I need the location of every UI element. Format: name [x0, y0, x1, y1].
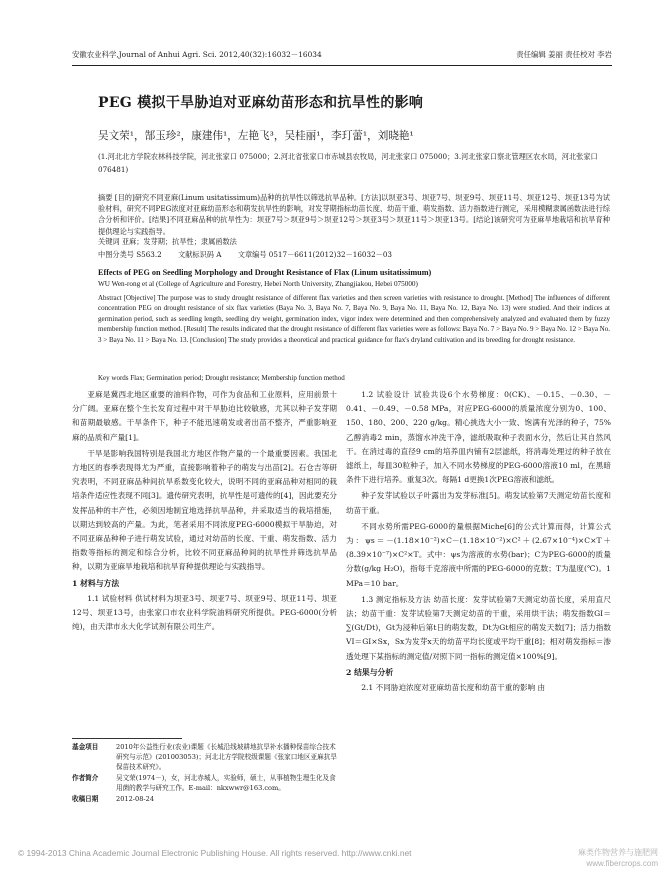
footnote-text: 2010年公益性行业(农业)课题《长城沿线坡耕地抗旱补水播种保苗综合技术研究与示范》(201003053)；河北北方学院校级课题《张家口地区亚麻抗旱保苗技术研究》。 — [116, 743, 337, 771]
section-heading: 2 结果与分析 — [346, 667, 394, 677]
copyright-line: © 1994-2013 China Academic Journal Electronic Publishing House. All rights reserved. http://www.cnki.net — [18, 848, 412, 858]
footnote-row — [72, 794, 337, 804]
doc-code: 文献标识码 A — [178, 250, 222, 259]
header-rule — [72, 65, 612, 66]
running-head — [72, 46, 612, 64]
article-number: 文章编号 0517－6611(2012)32－16032－03 — [237, 250, 392, 259]
footnote-row — [72, 773, 337, 793]
affiliation-cn: (1.河北北方学院农林科技学院，河北张家口 075000；2.河北省张家口市赤城县农牧局，河北张家口 075000；3.河北张家口察北管理区农水局，河北张家口 076481) — [98, 152, 598, 174]
journal-citation: 安徽农业科学,Journal of Anhui Agri. Sci. 2012,40(32):16032－16034 — [72, 50, 322, 59]
keywords-en: Key words Flax; Germination period; Drought resistance; Membership function method — [98, 374, 345, 382]
body-paragraph: 1.3 测定指标及方法 幼苗长度：发芽试验第7天测定幼苗长度，采用直尺法；幼苗干重：发芽试验第7天测定幼苗的干重，采用烘干法；萌发指数GI＝∑(Gt/Dt)，Gt为浸种后第t日的萌发数，Dt为Gt相应的萌发天数[7]；活力指数VI＝GI×Sx，Sx为发芽x天的幼苗平均长度或平均干重[8]；相对萌发指标＝渗透处理下某指标的测定值/对照下同一指标的测定值×100%[9]。 — [346, 594, 611, 661]
footnotes — [72, 742, 337, 805]
body-paragraph: 亚麻是冀西北地区重要的油料作物，可作为食品和工业原料，应用前景十分广阔。亚麻在整个生长发育过程中对干旱胁迫比较敏感，尤其以种子发芽期和苗期最敏感。干旱条件下，种子不能迅速萌发或者出苗不整齐，严重影响亚麻的品质和产量[1]。 — [72, 390, 337, 442]
body-column-right — [346, 388, 611, 697]
footnote-text: 2012-08-24 — [116, 795, 155, 803]
footnote-label: 基金项目 — [72, 743, 99, 751]
body-paragraph: 不同水势所需PEG-6000的量根据Miche[6]的公式计算而得，计算公式为：ψs＝－(1.18×10⁻²)×C－(1.18×10⁻²)×C²＋(2.67×10⁻⁴)×C×T＋(8.39×10⁻⁷)×C²×T。式中：ψs为溶液的水势(bar)；C为PEG-6000的质量分数(g/kg H₂O)，指每千克溶液中所需的PEG-6000的克数；T为温度(℃)。1 MPa＝10 bar。 — [346, 521, 611, 588]
footnote-rule — [72, 738, 182, 739]
abstract-cn: 摘要 [目的]研究不同亚麻(Linum usitatissimum)品种的抗旱性以筛选抗旱品种。[方法]以坝亚3号、坝亚7号、坝亚9号、坝亚11号、坝亚12号、坝亚13号为试验材料，研究不同PEG浓度对亚麻幼苗形态和萌发抗旱性的影响，对发芽期指标幼苗长度、幼苗干重、萌发指数、活力指数进行测定，采用模糊隶属函数法进行综合分析和评价。[结果]不同亚麻品种的抗旱性为：坝亚7号＞坝亚9号＞坝亚12号＞坝亚3号＞坝亚11号＞坝亚13号。[结论]该研究可为亚麻旱地栽培和抗旱育种提供理论与实践指导。 — [98, 193, 610, 236]
classification-cn — [98, 249, 610, 260]
footnote-label: 作者简介 — [72, 774, 99, 782]
body-column-left — [72, 388, 337, 636]
author-en: WU Wen-rong et al (College of Agriculture and Forestry, Hebei North University, Zhangjiakou, Hebei 075000) — [98, 280, 418, 288]
title-en: Effects of PEG on Seedling Morphology and Drought Resistance of Flax (Linum usitatissimum) — [98, 268, 432, 277]
clc-number: 中图分类号 S563.2 — [98, 250, 162, 259]
body-paragraph: 1.2 试验设计 试验共设6个水势梯度：0(CK)、－0.15、－0.30、－0.41、－0.49、－0.58 MPa，对应PEG-6000的质量浓度分别为0、100、150、180、200、220 g/kg。精心挑选大小一致、饱满有光泽的种子，75%乙醇消毒2 min，蒸馏水冲洗干净，滤纸吸取种子表面水分，然后让其自然风干。在消过毒的直径9 cm的培养皿内铺有2层滤纸，将消毒处理过的种子放在滤纸上，每皿30粒种子，加入不同水势梯度的PEG-6000溶液10 ml，在黑暗条件下进行培养。重复3次。每隔1 d更换1次PEG溶液和滤纸。 — [346, 390, 611, 485]
body-paragraph: 干旱是影响我国特别是我国北方地区作物产量的一个最重要因素。我国北方地区的春季表现得尤为严重，直接影响着种子的萌发与出苗[2]。石仓吉等研究表明，不同亚麻品种间抗旱系数变化较大，说明不同的亚麻品种对相同的栽培条件适应性表现不同[3]。遗传研究表明，抗旱性是可遗传的[4]，因此要充分发挥品种的丰产性，必须因地制宜地选择抗旱品种，并采取适当的栽培措施，以期达到较高的产量。为此，笔者采用不同浓度PEG-6000模拟干旱胁迫，对不同亚麻品种种子进行萌发试验，通过对幼苗的长度、干重、萌发指数、活力指数等指标的测定和综合分析，比较不同亚麻品种间的抗旱性并筛选抗旱品种，以期为亚麻旱地栽培和抗旱育种提供理论与实践指导。 — [72, 448, 337, 572]
body-paragraph: 2.1 不同胁迫浓度对亚麻幼苗长度和幼苗干重的影响 由 — [361, 682, 546, 692]
footnote-row — [72, 742, 337, 772]
editor-info: 责任编辑 姜丽 责任校对 李岩 — [516, 50, 612, 59]
section-heading: 1 材料与方法 — [72, 578, 120, 588]
page-footer — [0, 845, 664, 875]
watermark-logo: 麻类作物营养与施肥网 www.fibercrops.com — [578, 848, 658, 868]
footnote-label: 收稿日期 — [72, 795, 99, 803]
keywords-cn: 关键词 亚麻；发芽期；抗旱性；隶属函数法 — [98, 237, 237, 246]
body-paragraph: 种子发芽试验以子叶露出为发芽标准[5]。萌发试验第7天测定幼苗长度和幼苗干重。 — [346, 491, 611, 515]
title-cn: PEG 模拟干旱胁迫对亚麻幼苗形态和抗旱性的影响 — [98, 95, 424, 111]
authors-cn: 吴文荣¹，郜玉珍²，康建伟¹，左艳飞³，吴桂丽¹，李玎蕾¹，刘晓艳¹ — [98, 130, 414, 142]
footnote-text: 吴文荣(1974－)，女，河北赤城人，实验师，硕士，从事植物生理生化及食用菌的教学与研究工作。E-mail：nkxwwr@163.com。 — [116, 774, 336, 792]
body-paragraph: 1.1 试验材料 供试材料为坝亚3号、坝亚7号、坝亚9号、坝亚11号、坝亚12号、坝亚13号，由张家口市农业科学院油料研究所提供。PEG-6000(分析纯)，由天津市永大化学试剂有限公司生产。 — [72, 593, 337, 632]
abstract-en: Abstract [Objective] The purpose was to study drought resistance of different flax varieties and then screen varieties with resistance to drought. [Method] The influences of different concentration PEG on drought resistance of six flax varieties (Baya No. 3, Baya No. 7, Baya No. 9, Baya No. 11, Baya No. 12, Baya No. 13) were studied. And their indices at germination period, such as seedling length, seedling dry weight, germination index, vigor index were determined and then comprehensively analyzed and evaluated them by fuzzy membership function method. [Result] The results indicated that the drought resistance of different flax varieties were as follows: Baya No. 7 > Baya No. 9 > Baya No. 12 > Baya No. 3 > Baya No. 11 > Baya No. 13. [Conclusion] The study provides a theoretical and practical guidance for flax's dryland cultivation and its breeding for drought resistance. — [98, 294, 610, 344]
